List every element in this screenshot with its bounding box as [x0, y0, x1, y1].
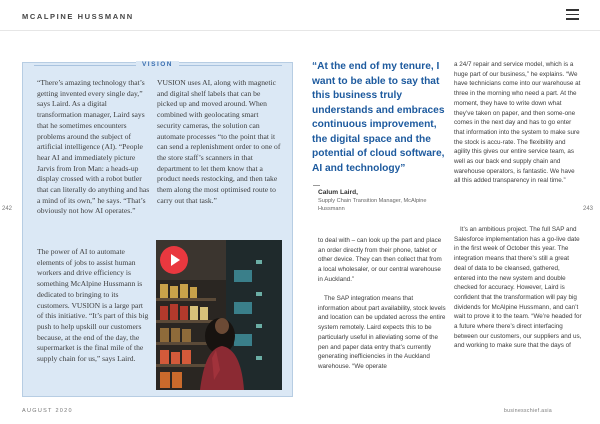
- footer-issue-date: AUGUST 2020: [22, 408, 73, 414]
- footer-website: businesschief.asia: [504, 408, 553, 414]
- brand-logo: MCALPINE HUSSMANN: [22, 12, 134, 21]
- sidebar-column-3: The power of AI to automate elements of jobs to assist human workers and drive efficiency is something McAlpine Hussmann is dedicated to bringing to its customers. VUSION is a large part of this initiative. “It’s part of this big push to help upskill our customers because, at the end of the day, the supermarket is the final mile of the supply chain for us,” says Laird.: [37, 247, 149, 364]
- article-paragraph-2: The SAP integration means that information about part availability, stock levels and location can be updated across the entire system remotely. Laird expects this to be particularly useful in alleviating some of the pen and paper data entry that’s currently generating inefficiencies in the Auckland warehouse. “We operate: [318, 295, 446, 370]
- vision-box-title: VISION: [22, 61, 293, 68]
- article-paragraph-3: a 24/7 repair and service model, which is a huge part of our business,” he explains. “We have technicians come into our warehouse at three in the morning who need a part. At the moment, they have to write down what they’ve taken on paper, and then some-one comes in the next day and has to go enter that information into the system to make sure the stock is accu-rate. The flexibility and agility this gives our entire service team, as well as our back end supply chain and warehouse operators, is fantastic. We have all this added transparency in real time.”: [454, 61, 581, 185]
- page-number-right: 243: [583, 206, 594, 212]
- page-number-left: 242: [2, 206, 13, 212]
- header-divider: [0, 30, 600, 31]
- article-paragraph-1: to deal with – can look up the part and place an order directly from their phone, tablet or other device. They can then collect that from a local wholesaler, or our central warehouse in Auckland.”: [318, 237, 442, 283]
- quote-attribution-dash: [313, 185, 320, 186]
- quote-attribution-role: Supply Chain Transition Manager, McAlpine Hussmann: [318, 198, 427, 212]
- play-video-icon[interactable]: [160, 246, 188, 274]
- sidebar-column-2: VUSION uses AI, along with magnetic and digital shelf labels that can be picked up and moved around. When combined with geolocating smart security cameras, the solution can automate processes “to the point that it can send a replenishment order to one of the store staff’s scanners in that department to let them know that a product needs restocking, and then take them along the most optimised route to carry out that task.”: [157, 78, 281, 205]
- hamburger-menu-icon[interactable]: [566, 9, 579, 20]
- article-paragraph-4: It’s an ambitious project. The full SAP and Salesforce implementation has a go-live date in the first week of October this year. The integration means that there’s still a great deal of data to be cleansed, gathered, entered into the new system and double checked for accuracy. However, Laird is confident that the transformation will pay big dividends for McAlpine Hussmann, and can’t wait to prove it to the team. “We’re headed for a future where there’s direct interfacing between our customers, our suppliers and us, and working to make sure that the days of: [454, 226, 582, 350]
- sidebar-column-1: “There’s amazing technology that’s getting invented every single day,” says Laird. As a digital transformation manager, Laird says that he sometimes encounters problems around the subject of artificial intelligence (AI). “People hear AI and immediately picture Jarvis from Iron Man: a heads-up display crossed with a robot butler that can literally do anything and has a mind of its own,” he says. “That’s obviously not how AI operates.”: [37, 78, 150, 216]
- quote-attribution-name: Calum Laird,: [318, 189, 358, 196]
- pull-quote: “At the end of my tenure, I want to be able to say that this business truly understands and embraces continuous improvement, the digital space and the potential of cloud software, AI and technology”: [312, 61, 445, 174]
